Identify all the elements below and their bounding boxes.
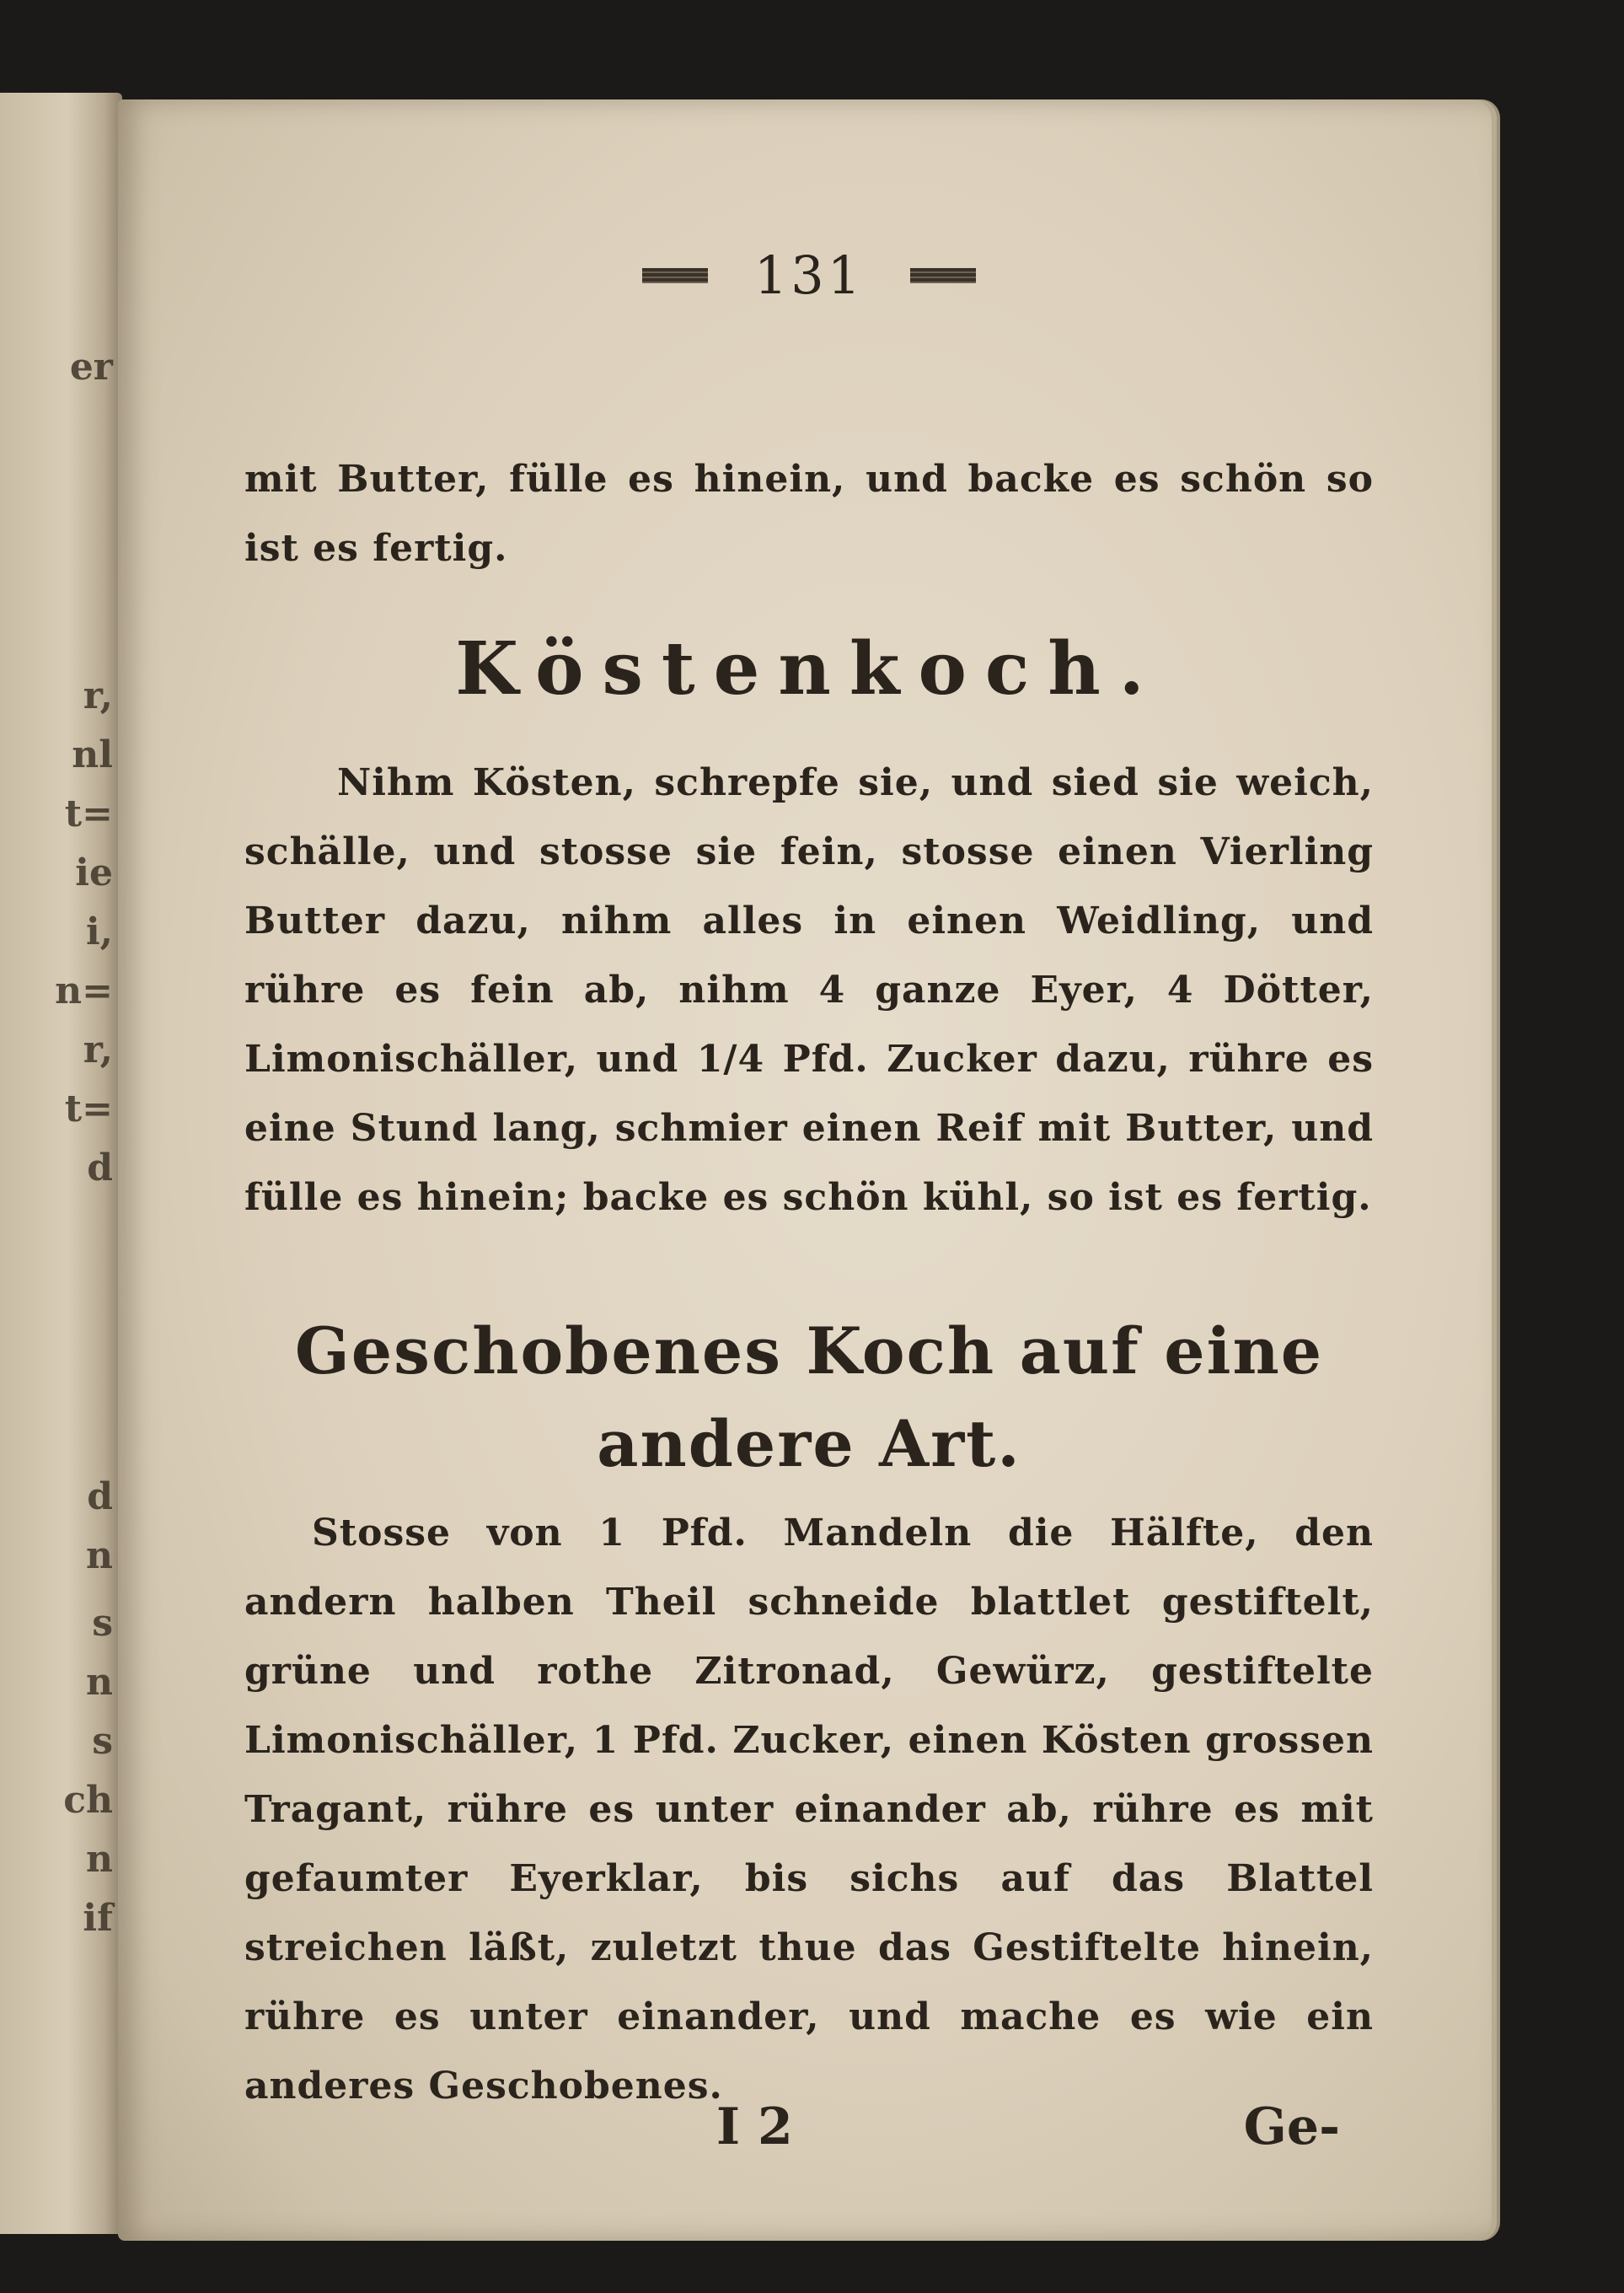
left-page-edge — [0, 93, 122, 2234]
recipe-title: Köstenkoch. — [455, 626, 1163, 712]
left-fragment: n= — [55, 969, 113, 1012]
left-fragment: if — [83, 1897, 113, 1940]
left-fragment: r, — [83, 1028, 113, 1071]
recipe-title: Geschobenes Koch auf eine andere Art. — [294, 1313, 1324, 1481]
left-fragment: d — [87, 1475, 113, 1518]
left-fragment: ie — [75, 851, 113, 894]
left-fragment: r, — [83, 674, 113, 717]
left-fragment: t= — [64, 792, 113, 835]
page-number: 131 — [753, 244, 865, 306]
header-ornament-left — [642, 268, 708, 283]
left-fragment: s — [92, 1602, 113, 1645]
left-fragment: n — [86, 1838, 113, 1881]
book-page — [118, 99, 1492, 2241]
left-fragment: t= — [64, 1087, 113, 1130]
catchword: Ge- — [1243, 2097, 1340, 2156]
left-fragment: i, — [85, 910, 113, 953]
left-fragment: d — [87, 1146, 113, 1189]
header-ornament-right — [910, 268, 976, 283]
page-footer — [244, 2097, 1374, 2173]
left-fragment: er — [69, 346, 113, 389]
left-fragment: ch — [63, 1779, 113, 1822]
left-page-text-fragments — [0, 93, 118, 2234]
page-header — [244, 244, 1374, 320]
signature-mark: I 2 — [716, 2097, 793, 2156]
left-fragment: nl — [72, 733, 113, 776]
left-fragment: s — [92, 1720, 113, 1763]
left-fragment: n — [86, 1661, 113, 1704]
recipe-paragraph: Stosse von 1 Pfd. Mandeln die Hälfte, den andern halben Theil schneide blattlet gestiftelt, grüne und rothe Zitronad, Gewürz, gestiftelte Limonischäller, 1 Pfd. Zucker, einen Kösten grossen Tragant, rühre es unter einander ab, rühre es mit gefaumter Eyerklar, bis sichs auf das Blattel streichen läßt, zuletzt thue das Gestiftelte hinein, rühre es unter einander, und mache es wie ein anderes Geschobenes. — [244, 1512, 1374, 2108]
continuation-paragraph: mit Butter, fülle es hinein, und backe es schön so ist es fertig. — [244, 458, 1374, 570]
left-fragment: n — [86, 1534, 113, 1577]
recipe-paragraph: Nihm Kösten, schrepfe sie, und sied sie weich, schälle, und stosse sie fein, stosse einen Vierling Butter dazu, nihm alles in einen Weidling, und rühre es fein ab, nihm 4 ganze Eyer, 4 Dötter, Limonischäller, und 1/4 Pfd. Zucker dazu, rühre es eine Stund lang, schmier einen Reif mit Butter, und fülle es hinein; backe es schön kühl, so ist es fertig. — [244, 761, 1374, 1219]
